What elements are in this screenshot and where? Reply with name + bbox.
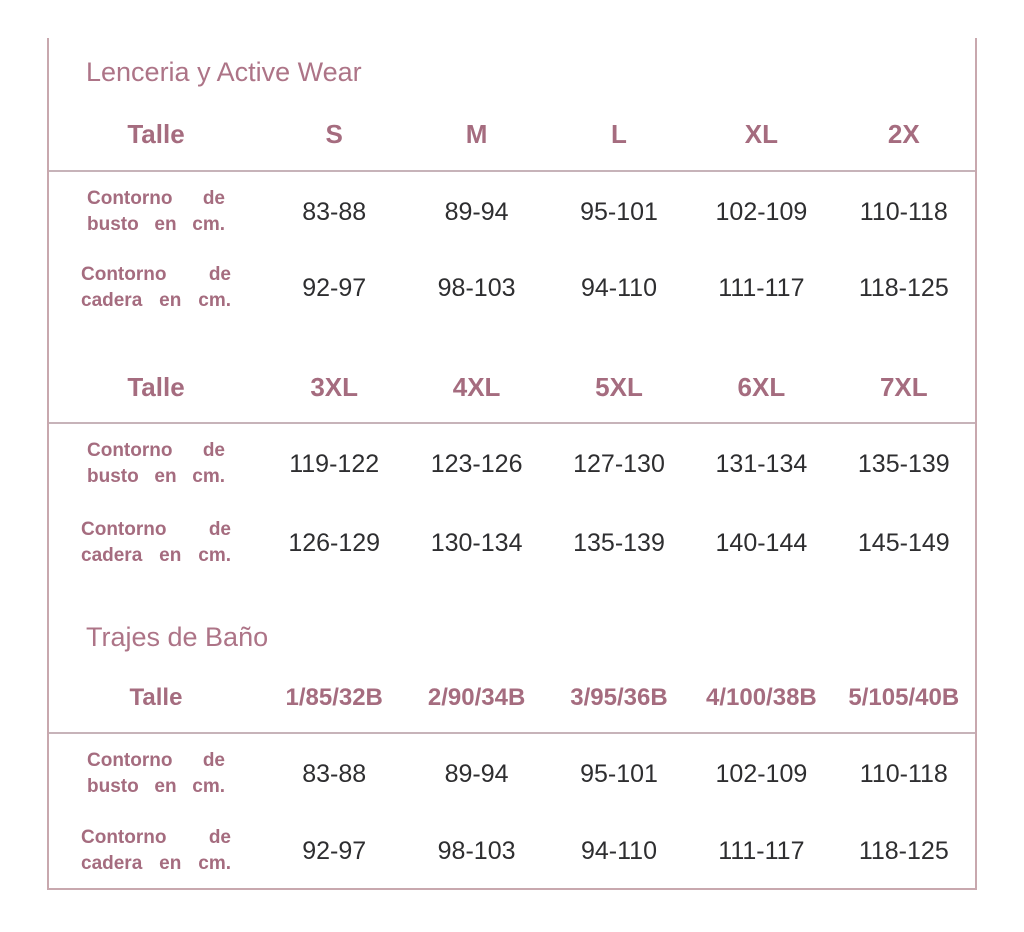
- talle-header: Talle: [127, 371, 185, 402]
- size-col-6xl: 6XL: [737, 371, 786, 402]
- size-col-xl: XL: [744, 118, 778, 149]
- size-chart-card: [47, 38, 977, 890]
- size-col-3-95-36b: 3/95/36B: [570, 684, 668, 711]
- row-label-cell: [49, 748, 263, 800]
- row-label-cell: [49, 517, 263, 569]
- size-col-7xl: 7XL: [879, 371, 928, 402]
- size-col-2x: 2X: [887, 118, 920, 149]
- row-label-cell: [49, 825, 263, 877]
- value-cell: 94-110: [580, 273, 657, 302]
- size-col-5xl: 5XL: [595, 371, 643, 402]
- table-row-bust-trajes: [49, 746, 975, 802]
- value-cell: 126-129: [288, 528, 381, 557]
- table-row-bust-extended: [49, 436, 975, 492]
- value-cell: 135-139: [857, 449, 950, 478]
- value-cell: 130-134: [430, 528, 523, 557]
- row-label-line: busto en cm.: [87, 776, 225, 797]
- size-col-3xl: 3XL: [310, 371, 359, 402]
- value-cell: 110-118: [859, 197, 948, 226]
- section-title-trajes: Trajes de Baño: [86, 622, 269, 652]
- size-col-4-100-38b: 4/100/38B: [706, 684, 817, 711]
- size-col-m: M: [465, 118, 488, 149]
- value-cell: 83-88: [302, 759, 367, 788]
- row-label-hip: [81, 517, 231, 569]
- section-title-lenceria: Lenceria y Active Wear: [86, 57, 362, 87]
- size-header-row-trajes: [49, 680, 975, 716]
- value-cell: 135-139: [573, 528, 665, 557]
- size-col-2-90-34b: 2/90/34B: [427, 684, 526, 711]
- row-label-line: Contorno de: [81, 264, 231, 285]
- row-label-line: Contorno de: [87, 750, 225, 771]
- value-cell: 92-97: [302, 273, 367, 302]
- value-cell: 98-103: [437, 836, 516, 865]
- value-cell: 119-122: [289, 449, 380, 478]
- size-header-row-extended: [49, 369, 975, 405]
- size-col-1-85-32b: 1/85/32B: [285, 684, 383, 711]
- row-label-line: Contorno de: [81, 519, 231, 540]
- value-cell: 111-117: [718, 273, 805, 302]
- value-cell: 92-97: [302, 836, 367, 865]
- row-label-line: busto en cm.: [87, 214, 225, 235]
- talle-header: Talle: [129, 684, 183, 711]
- size-header-row-lenceria: [49, 116, 975, 152]
- value-cell: 123-126: [430, 449, 523, 478]
- row-label-line: Contorno de: [87, 188, 225, 209]
- row-label-cell: [49, 186, 263, 238]
- row-label-bust: [87, 748, 225, 800]
- value-cell: 102-109: [715, 759, 808, 788]
- divider: [49, 422, 975, 424]
- value-cell: 102-109: [715, 197, 808, 226]
- row-label-cell: [49, 438, 263, 490]
- table-row-hip-extended: [49, 515, 975, 571]
- row-label-line: cadera en cm.: [81, 853, 231, 874]
- row-label-line: cadera en cm.: [81, 290, 231, 311]
- value-cell: 95-101: [580, 759, 658, 788]
- talle-header: Talle: [127, 118, 185, 149]
- row-label-bust: [87, 186, 225, 238]
- value-cell: 118-125: [858, 836, 949, 865]
- value-cell: 98-103: [437, 273, 516, 302]
- value-cell: 89-94: [444, 197, 509, 226]
- value-cell: 111-117: [718, 836, 805, 865]
- divider: [49, 732, 975, 734]
- row-label-line: Contorno de: [87, 440, 225, 461]
- row-label-bust: [87, 438, 225, 490]
- size-col-5-105-40b: 5/105/40B: [848, 684, 960, 711]
- row-label-line: Contorno de: [81, 827, 231, 848]
- size-col-s: S: [325, 118, 343, 149]
- value-cell: 89-94: [444, 759, 509, 788]
- table-row-hip-lenceria: [49, 260, 975, 316]
- row-label-cell: [49, 262, 263, 314]
- row-label-line: cadera en cm.: [81, 545, 231, 566]
- size-col-l: L: [611, 118, 627, 149]
- value-cell: 118-125: [858, 273, 949, 302]
- size-col-4xl: 4XL: [452, 371, 501, 402]
- table-row-hip-trajes: [49, 823, 975, 879]
- value-cell: 110-118: [859, 759, 948, 788]
- value-cell: 145-149: [857, 528, 950, 557]
- row-label-hip: [81, 262, 231, 314]
- value-cell: 94-110: [580, 836, 657, 865]
- divider: [49, 170, 975, 172]
- value-cell: 95-101: [580, 197, 658, 226]
- value-cell: 131-134: [715, 449, 808, 478]
- value-cell: 83-88: [302, 197, 367, 226]
- value-cell: 127-130: [573, 449, 665, 478]
- row-label-line: busto en cm.: [87, 466, 225, 487]
- table-row-bust-lenceria: [49, 184, 975, 240]
- value-cell: 140-144: [715, 528, 808, 557]
- row-label-hip: [81, 825, 231, 877]
